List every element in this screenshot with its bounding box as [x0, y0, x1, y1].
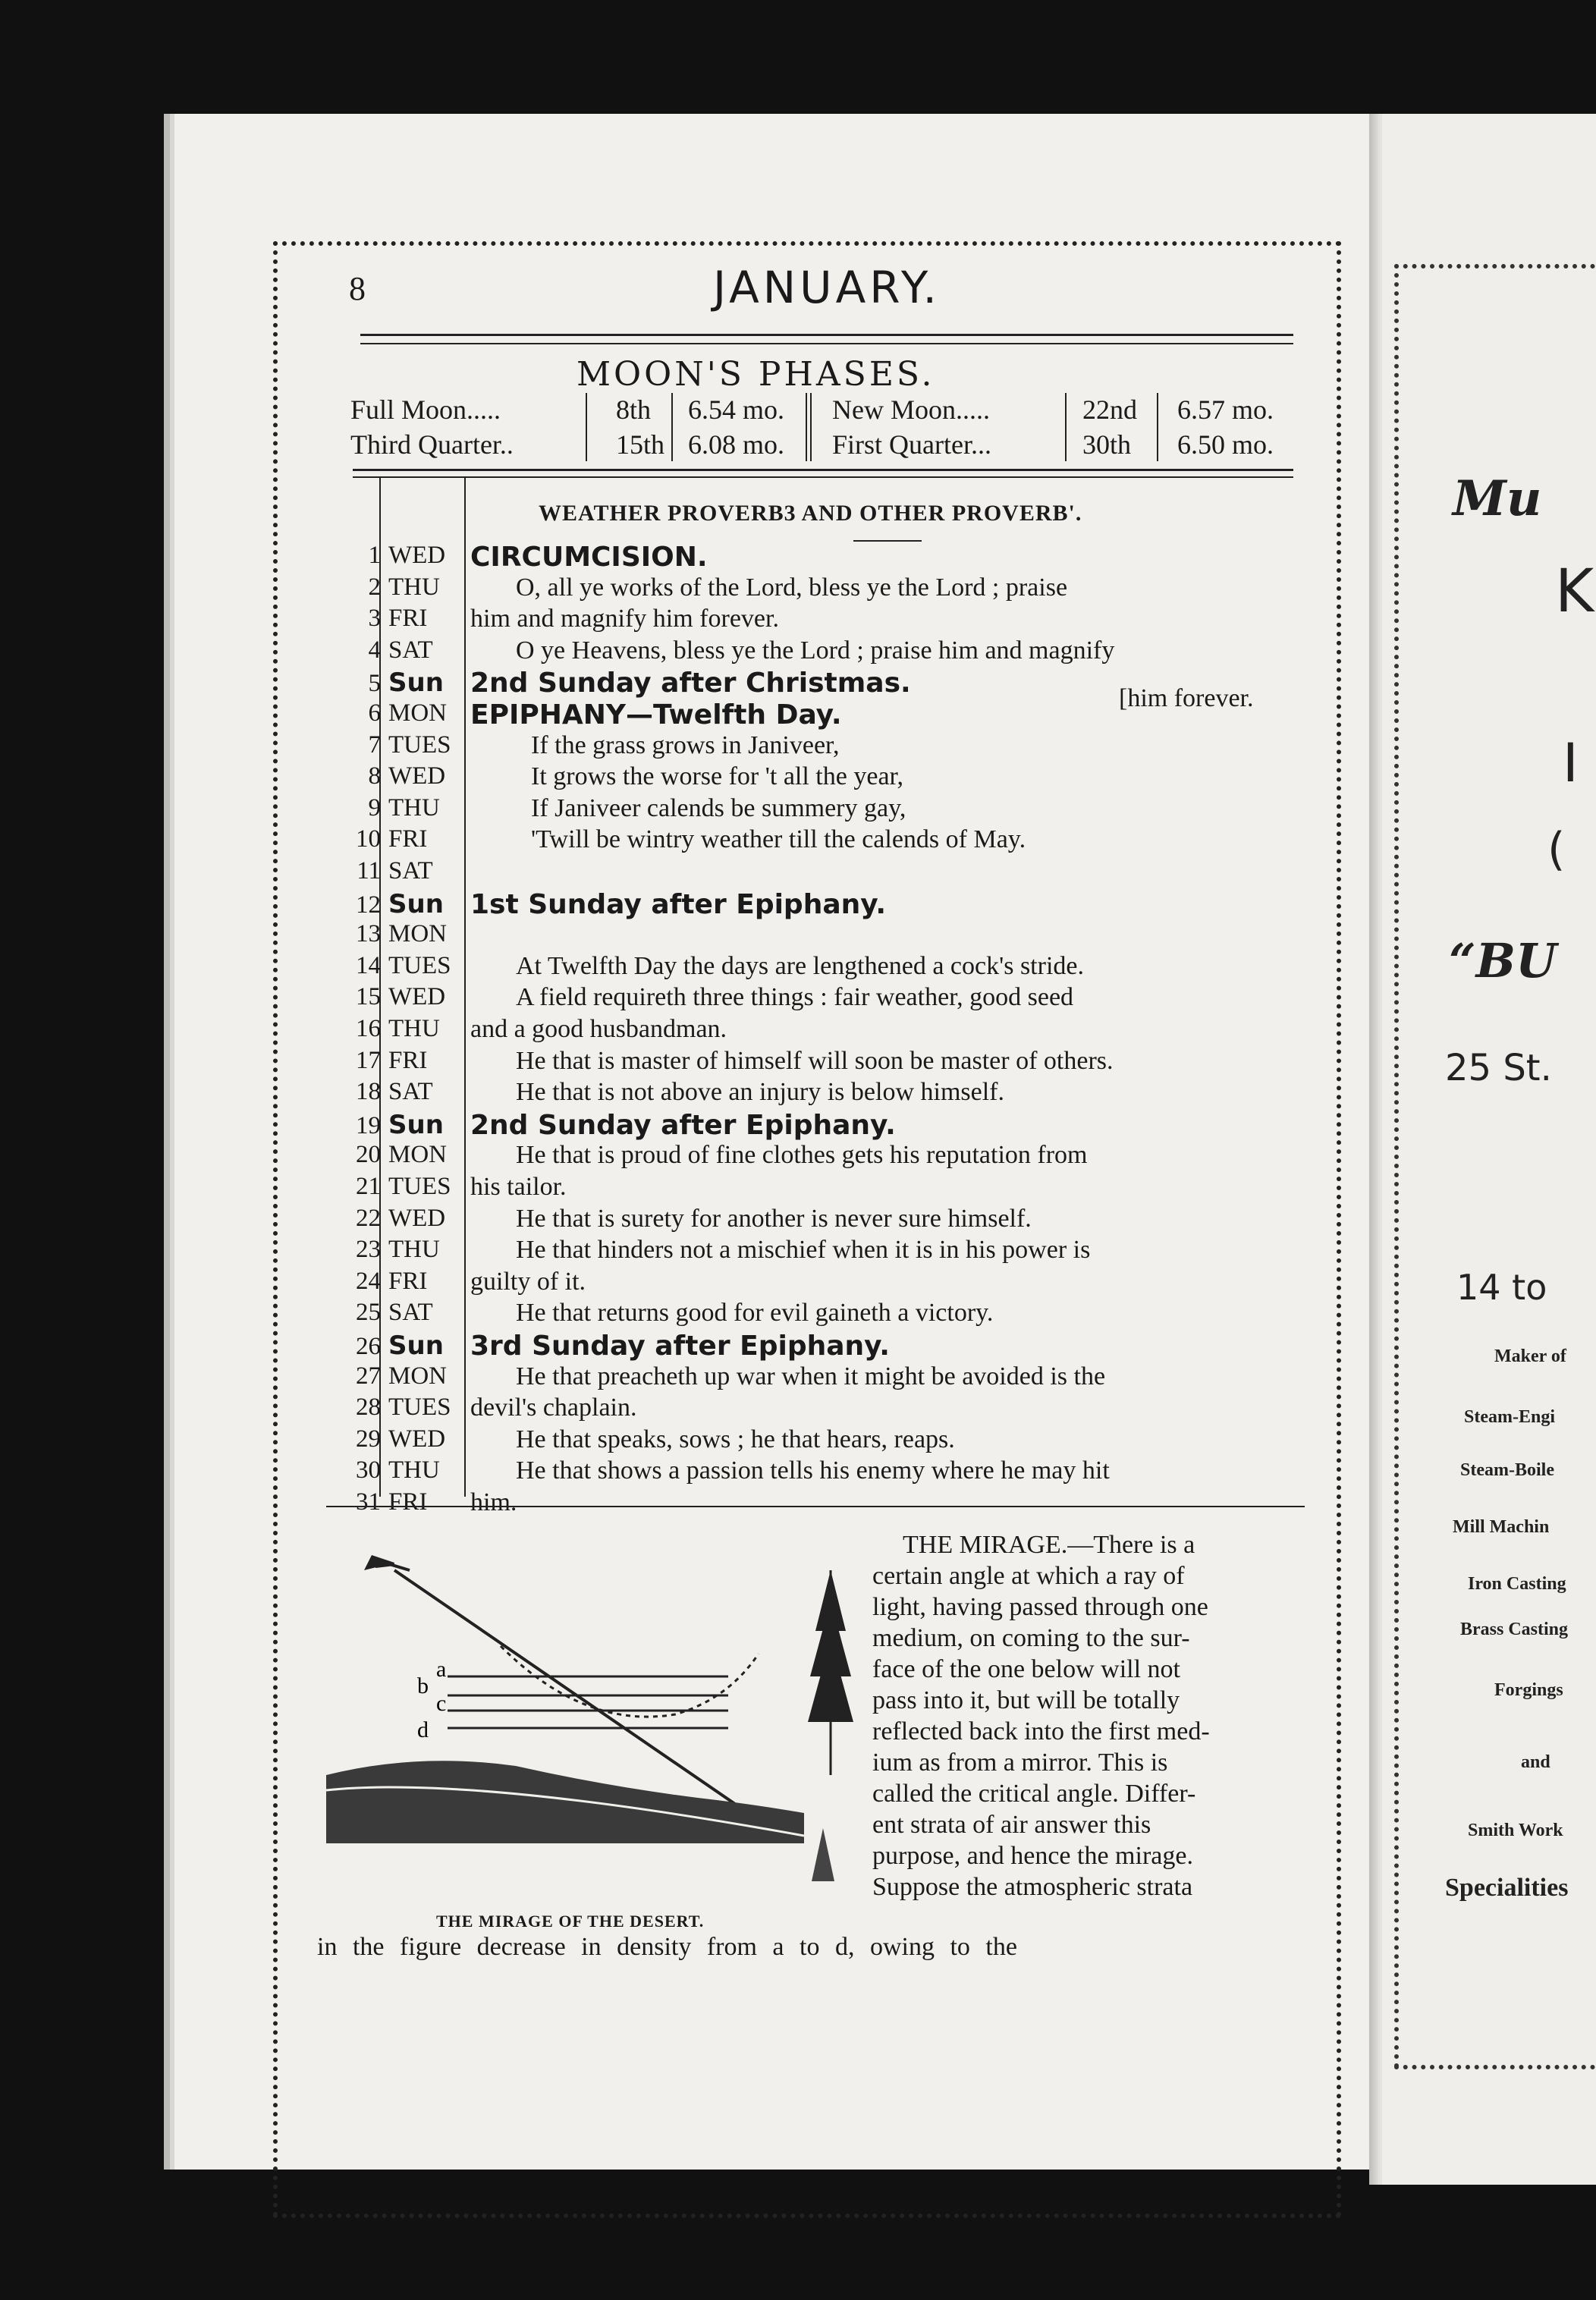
stratum-label-a: a [436, 1657, 447, 1682]
day-row [328, 731, 451, 763]
proverb-line: He that is proud of fine clothes gets his reputation from [516, 1141, 1088, 1170]
divider [353, 476, 1293, 478]
mirage-illustration [319, 1525, 857, 1904]
proverb-line: A field requireth three things : fair weather, good seed [516, 983, 1074, 1012]
moon-time: 6.54 mo. [688, 394, 785, 425]
day-name: SAT [388, 1078, 433, 1106]
heading-underline [853, 540, 922, 542]
proverb-line: guilty of it. [470, 1267, 586, 1296]
day-name: Sun [388, 1109, 444, 1140]
feast-day-heading: CIRCUMCISION. [470, 542, 708, 573]
day-name: WED [388, 542, 446, 569]
day-name: Sun [388, 668, 444, 699]
table-rule [1065, 393, 1067, 461]
mirage-line: purpose, and hence the mirage. [872, 1842, 1193, 1870]
moon-phases-title: MOON'S PHASES. [577, 355, 935, 394]
stratum-label-c: c [436, 1691, 447, 1716]
right-page-fragment: Steam-Boile [1460, 1460, 1554, 1480]
day-row [328, 794, 440, 826]
day-number: 2 [368, 573, 381, 601]
right-page-fragment: 14 to [1456, 1267, 1547, 1308]
feast-day-heading: 2nd Sunday after Epiphany. [470, 1109, 896, 1141]
moon-phase: New Moon..... [832, 394, 990, 425]
day-number: 16 [356, 1015, 381, 1042]
day-number: 14 [356, 951, 381, 979]
day-name: Sun [388, 888, 444, 919]
day-number: 26 [356, 1333, 381, 1360]
day-row [328, 1173, 451, 1205]
day-number: 9 [368, 793, 381, 822]
right-page-fragment: Forgings [1494, 1680, 1563, 1700]
day-name: TUES [388, 1394, 451, 1422]
day-name: WED [388, 983, 446, 1011]
moon-day: 15th [616, 429, 665, 460]
day-row [328, 1331, 444, 1362]
proverb-line: 'Twill be wintry weather till the calends of May. [531, 825, 1026, 854]
day-number: 28 [356, 1394, 381, 1422]
proverb-line: and a good husbandman. [470, 1015, 727, 1043]
mirage-line: ent strata of air answer this [872, 1811, 1151, 1839]
day-name: TUES [388, 731, 451, 759]
section-heading: WEATHER PROVERB3 AND OTHER PROVERB'. [539, 501, 1082, 526]
day-row [328, 573, 440, 605]
day-number: 1 [368, 542, 381, 569]
stratum-label-d: d [417, 1717, 429, 1742]
right-page-fragment: Mill Machin [1453, 1517, 1550, 1537]
right-page-fragment: Brass Casting [1460, 1620, 1569, 1639]
day-number: 22 [356, 1204, 381, 1232]
proverb-line: O ye Heavens, bless ye the Lord ; praise him and magnify [516, 636, 1115, 665]
moon-phase: Full Moon..... [350, 394, 501, 425]
day-number: 5 [368, 670, 381, 698]
day-number: 31 [356, 1488, 381, 1516]
right-page-fragment: Maker of [1494, 1346, 1566, 1366]
day-row [328, 636, 433, 668]
day-number: 15 [356, 983, 381, 1011]
mirage-line: certain angle at which a ray of [872, 1562, 1185, 1590]
day-name: SAT [388, 636, 433, 664]
illustration-caption: THE MIRAGE OF THE DESERT. [436, 1912, 705, 1931]
day-row [328, 1456, 440, 1488]
moon-phase: Third Quarter.. [350, 429, 514, 460]
day-name: THU [388, 573, 440, 601]
proverb-line: He that is surety for another is never sure himself. [516, 1204, 1032, 1233]
day-row [328, 668, 444, 699]
day-number: 30 [356, 1456, 381, 1485]
day-number: 23 [356, 1236, 381, 1264]
column-rule [464, 476, 466, 1497]
right-page-fragment: Smith Work [1468, 1821, 1563, 1840]
day-name: FRI [388, 1267, 428, 1295]
right-page-fragment: ( [1547, 823, 1566, 876]
day-row [328, 1362, 447, 1394]
mirage-bottom-line: in the figure decrease in density from a to d, owing to the [317, 1933, 1017, 1961]
feast-day-heading: EPIPHANY—Twelfth Day. [470, 699, 842, 731]
day-name: TUES [388, 1173, 451, 1200]
mirage-line: ium as from a mirror. This is [872, 1749, 1168, 1777]
day-row [328, 1425, 445, 1457]
divider [326, 1506, 1305, 1507]
proverb-line: him and magnify him forever. [470, 605, 779, 633]
right-page-fragment: and [1521, 1752, 1550, 1772]
proverb-line: O, all ye works of the Lord, bless ye the Lord ; praise [516, 573, 1068, 602]
mirage-line: reflected back into the first med- [872, 1717, 1210, 1745]
proverb-line: him. [470, 1488, 517, 1516]
right-page-fragment: “BU [1449, 933, 1557, 988]
day-number: 21 [356, 1173, 381, 1200]
tree-icon [808, 1570, 853, 1775]
day-row [328, 1047, 427, 1079]
day-row [328, 857, 433, 889]
day-row [328, 1236, 440, 1268]
day-row [328, 952, 451, 984]
day-name: WED [388, 1204, 446, 1232]
day-row [328, 542, 445, 573]
mirage-line: Suppose the atmospheric strata [872, 1873, 1193, 1901]
mirage-line: light, having passed through one [872, 1593, 1208, 1621]
proverb-line: If Janiveer calends be summery gay, [531, 793, 906, 822]
day-number: 4 [368, 636, 381, 664]
right-page-fragment: Mu [1453, 470, 1542, 527]
day-number: 29 [356, 1425, 381, 1453]
mirage-line: medium, on coming to the sur- [872, 1624, 1190, 1652]
proverb-line: He that shows a passion tells his enemy where he may hit [516, 1456, 1110, 1485]
proverb-line: At Twelfth Day the days are lengthened a cock's stride. [516, 951, 1084, 980]
day-number: 17 [356, 1046, 381, 1074]
desert-ground [326, 1761, 804, 1843]
day-number: 6 [368, 699, 381, 727]
proverb-line: If the grass grows in Janiveer, [531, 731, 840, 759]
day-name: MON [388, 920, 448, 948]
right-page-fragment: Steam-Engi [1464, 1407, 1555, 1427]
day-name: THU [388, 1015, 440, 1042]
day-name: FRI [388, 605, 428, 633]
table-rule [671, 393, 673, 461]
day-number: 18 [356, 1078, 381, 1106]
proverb-line: He that speaks, sows ; he that hears, reaps. [516, 1425, 955, 1453]
moon-time: 6.08 mo. [688, 429, 785, 460]
day-name: WED [388, 762, 446, 790]
day-name: THU [388, 793, 440, 822]
proverb-line: He that is not above an injury is below himself. [516, 1078, 1004, 1107]
mirage-line: face of the one below will not [872, 1655, 1180, 1683]
day-number: 3 [368, 605, 381, 633]
day-number: 19 [356, 1111, 381, 1139]
day-row [328, 1205, 445, 1236]
table-rule [806, 393, 807, 461]
moon-day: 30th [1082, 429, 1132, 460]
day-row [328, 1268, 427, 1299]
table-rule [810, 393, 812, 461]
divider [360, 343, 1293, 344]
feast-day-heading: 1st Sunday after Epiphany. [470, 888, 887, 920]
mirage-line: THE MIRAGE.—There is a [903, 1531, 1195, 1559]
feast-day-heading: 3rd Sunday after Epiphany. [470, 1331, 890, 1362]
day-number: 25 [356, 1299, 381, 1327]
day-name: SAT [388, 857, 433, 884]
day-row [328, 699, 447, 731]
proverb-line: devil's chaplain. [470, 1394, 637, 1422]
day-name: WED [388, 1425, 446, 1453]
moon-time: 6.50 mo. [1177, 429, 1274, 460]
day-row [328, 1299, 433, 1331]
day-name: FRI [388, 1046, 428, 1074]
day-name: SAT [388, 1299, 433, 1327]
divider [360, 334, 1293, 336]
day-row [328, 1488, 427, 1520]
reflected-tree-icon [812, 1828, 834, 1881]
right-page-fragment: K [1555, 558, 1594, 626]
day-row [328, 1110, 444, 1142]
divider [353, 469, 1293, 471]
day-row [328, 1394, 451, 1425]
day-number: 12 [356, 891, 381, 919]
day-number: 24 [356, 1267, 381, 1295]
proverb-line: He that hinders not a mischief when it is in his power is [516, 1236, 1091, 1265]
stratum-label-b: b [417, 1673, 429, 1698]
right-page-fragment: 25 St. [1445, 1047, 1552, 1089]
day-row [328, 1015, 440, 1047]
day-row [328, 920, 447, 952]
moon-day: 22nd [1082, 394, 1137, 425]
right-page-fragment: I [1563, 732, 1579, 794]
proverb-line: his tailor. [470, 1173, 567, 1201]
day-number: 27 [356, 1362, 381, 1390]
proverb-line: It grows the worse for 't all the year, [531, 762, 903, 791]
day-name: MON [388, 699, 448, 727]
moon-day: 8th [616, 394, 652, 425]
day-row [328, 983, 445, 1015]
day-number: 7 [368, 731, 381, 759]
day-name: FRI [388, 825, 428, 853]
moon-time: 6.57 mo. [1177, 394, 1274, 425]
right-page-dotted-border [1394, 264, 1596, 2069]
page-number: 8 [349, 270, 366, 307]
day-row [328, 825, 427, 857]
mirage-line: called the critical angle. Differ- [872, 1780, 1196, 1808]
day-name: THU [388, 1456, 440, 1485]
proverb-line: He that preacheth up war when it might be avoided is the [516, 1362, 1106, 1390]
mirage-line: pass into it, but will be totally [872, 1686, 1180, 1714]
right-page-fragment: Iron Casting [1468, 1574, 1566, 1594]
day-number: 13 [356, 920, 381, 948]
proverb-line: He that is master of himself will soon be master of others. [516, 1046, 1114, 1075]
overflow-text: [him forever. [1119, 684, 1254, 712]
day-number: 20 [356, 1141, 381, 1169]
right-page-fragment: Specialities [1445, 1874, 1569, 1902]
day-row [328, 605, 427, 636]
day-number: 10 [356, 825, 381, 853]
table-rule [1157, 393, 1158, 461]
month-title: JANUARY. [713, 262, 941, 313]
moon-phase: First Quarter... [832, 429, 991, 460]
day-name: Sun [388, 1331, 444, 1361]
day-name: TUES [388, 951, 451, 979]
day-name: MON [388, 1141, 448, 1169]
proverb-line: He that returns good for evil gaineth a victory. [516, 1299, 994, 1328]
day-row [328, 762, 445, 794]
day-row [328, 1078, 433, 1110]
day-row [328, 1141, 447, 1173]
feast-day-heading: 2nd Sunday after Christmas. [470, 668, 911, 699]
day-name: MON [388, 1362, 448, 1390]
day-name: THU [388, 1236, 440, 1264]
table-rule [586, 393, 587, 461]
day-number: 8 [368, 762, 381, 790]
day-name: FRI [388, 1488, 428, 1516]
day-row [328, 889, 444, 921]
day-number: 11 [357, 857, 381, 884]
